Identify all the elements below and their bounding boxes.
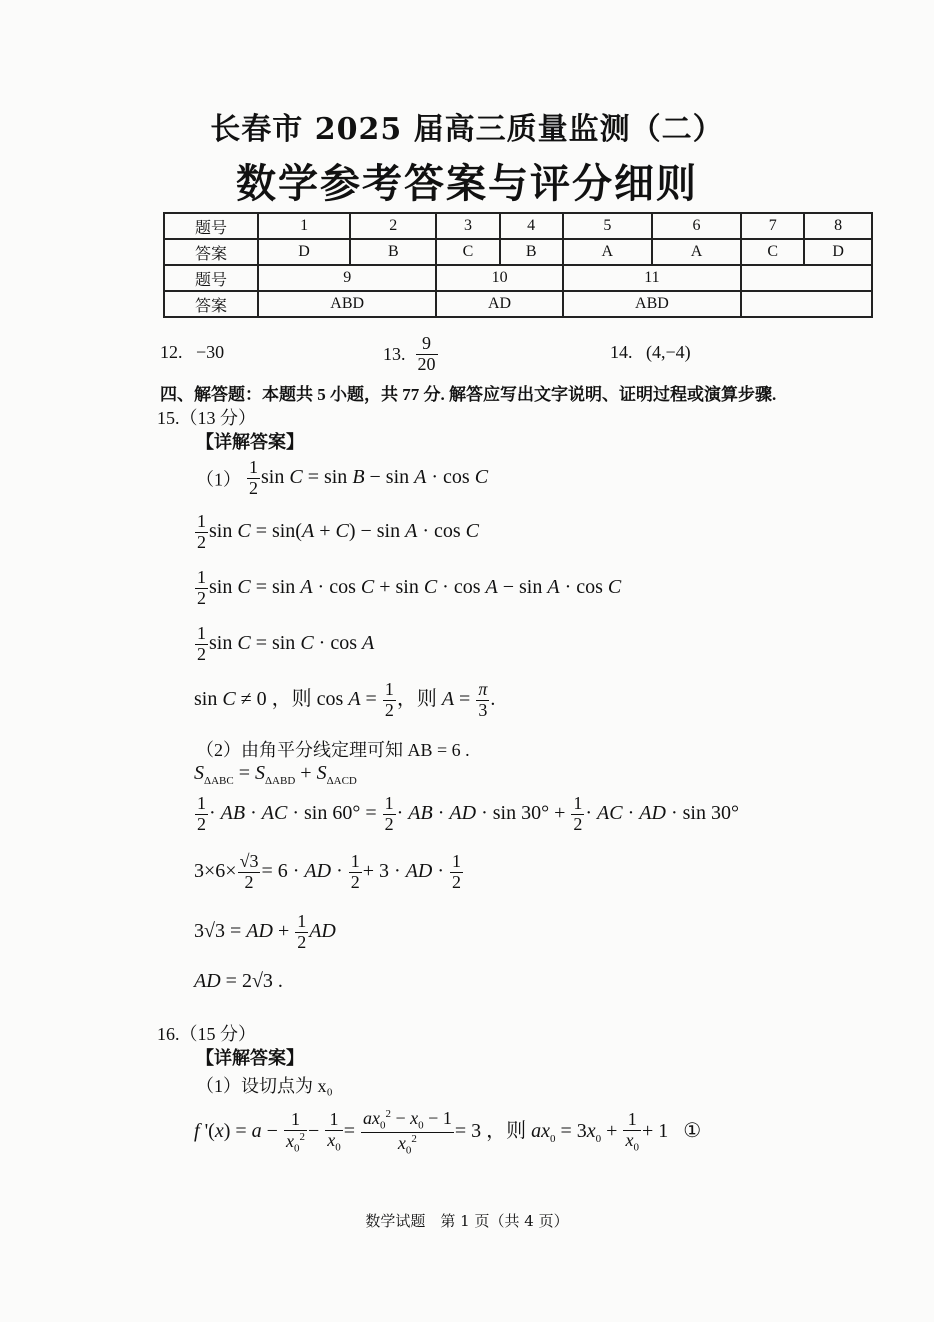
part-label: （1）: [196, 469, 241, 490]
answer-value: −30: [196, 342, 225, 362]
equation: $\frac{1}{2}$ · AB · AC · sin 60° = $\frac{1}{2}$ · AB · AD · sin 30° + $\frac{1}{2}$ · AC · AD · sin 30°: [197, 793, 739, 834]
equation: 3√3 = AD + $\frac{1}{2}$ AD: [194, 911, 336, 952]
question-label: 13.: [383, 343, 406, 364]
table-row: [164, 239, 872, 265]
table-row: [164, 213, 872, 239]
answer-cell: C: [436, 239, 499, 265]
answer-table: [163, 212, 873, 318]
answer-cell: B: [350, 239, 436, 265]
row-label: 答案: [164, 239, 258, 265]
question-label: 14.: [610, 342, 633, 362]
row-label: 答案: [164, 291, 258, 317]
fill-answer-12: [160, 342, 224, 363]
equation: $S_{\Delta ABC} = S_{\Delta ABD} + S_{\Delta ACD}$: [194, 762, 357, 787]
denominator: 20: [417, 353, 436, 374]
q15-heading: 15.（13 分）: [157, 408, 256, 428]
equation: $\frac{1}{2}$ sin C = sin A · cos C + sin C · cos A − sin A · cos C: [197, 567, 622, 608]
question-number: 8: [804, 213, 872, 239]
equation: f '(x) = a − $\frac{1}{x_0^2}$ − $\frac{1}{x_0}$ = $\frac{ax_0^2 - x_0 - 1}{x_0^2}$ = 3 ，则 $ax_0 = 3x_0$ + $\frac{1}{x_0}$ + 1 ①: [194, 1108, 702, 1157]
answer-cell: A: [563, 239, 652, 265]
document-subtitle: 数学参考答案与评分细则: [236, 160, 698, 207]
question-number: 10: [436, 265, 562, 291]
page-footer: 数学试题 第 1 页（共 4 页）: [365, 1212, 569, 1230]
fill-answer-13: [383, 334, 439, 375]
answer-value: (4,−4): [646, 342, 691, 362]
detail-label: 【详解答案】: [196, 1048, 304, 1068]
question-number: 2: [350, 213, 436, 239]
equation: 3×6× $\frac{√3}{2}$ = 6 · AD · $\frac{1}{2}$ + 3 · AD · $\frac{1}{2}$: [194, 851, 462, 892]
equation: $\frac{1}{2}$ sin C = sin(A + C) − sin A · cos C: [197, 511, 479, 552]
equation: $\frac{1}{2}$ sin C = sin C · cos A: [197, 623, 375, 664]
question-number: 6: [652, 213, 741, 239]
row-label: 题号: [164, 213, 258, 239]
question-number: 9: [258, 265, 436, 291]
equation: sin C ≠ 0 ，则 cos A = $\frac{1}{2}$ ，则 A = $\frac{\pi}{3}$ .: [194, 679, 496, 720]
row-label: 题号: [164, 265, 258, 291]
question-number: 11: [563, 265, 741, 291]
answer-cell: A: [652, 239, 741, 265]
q16-heading: 16.（15 分）: [157, 1024, 256, 1044]
empty-cell: [741, 291, 872, 317]
detail-label: 【详解答案】: [196, 432, 304, 452]
question-number: 1: [258, 213, 350, 239]
question-number: 7: [741, 213, 804, 239]
table-row: [164, 265, 872, 291]
numerator: 9: [416, 334, 438, 355]
answer-cell: C: [741, 239, 804, 265]
part-label: （2）由角平分线定理可知 AB = 6 .: [196, 740, 470, 760]
answer-cell: ABD: [563, 291, 741, 317]
part-label: （1）设切点为 x₀: [196, 1076, 333, 1096]
answer-cell: D: [804, 239, 872, 265]
question-number: 3: [436, 213, 499, 239]
equation-number: ①: [683, 1119, 702, 1142]
table-row: [164, 291, 872, 317]
equation: （1） $\frac{1}{2}$ sin C = sin B − sin A · cos C: [196, 457, 489, 498]
section-heading: 四、解答题：本题共 5 小题，共 77 分. 解答应写出文字说明、证明过程或演算步骤.: [160, 385, 777, 404]
question-number: 5: [563, 213, 652, 239]
fill-answer-14: [610, 342, 691, 363]
fraction: [416, 334, 438, 375]
answer-cell: B: [500, 239, 563, 265]
equation: AD = 2√3 .: [194, 970, 283, 992]
document-title: 长春市 2025 届高三质量监测（二）: [210, 112, 724, 147]
answer-cell: ABD: [258, 291, 436, 317]
empty-cell: [741, 265, 872, 291]
question-label: 12.: [160, 342, 183, 362]
answer-cell: AD: [436, 291, 562, 317]
question-number: 4: [500, 213, 563, 239]
answer-cell: D: [258, 239, 350, 265]
